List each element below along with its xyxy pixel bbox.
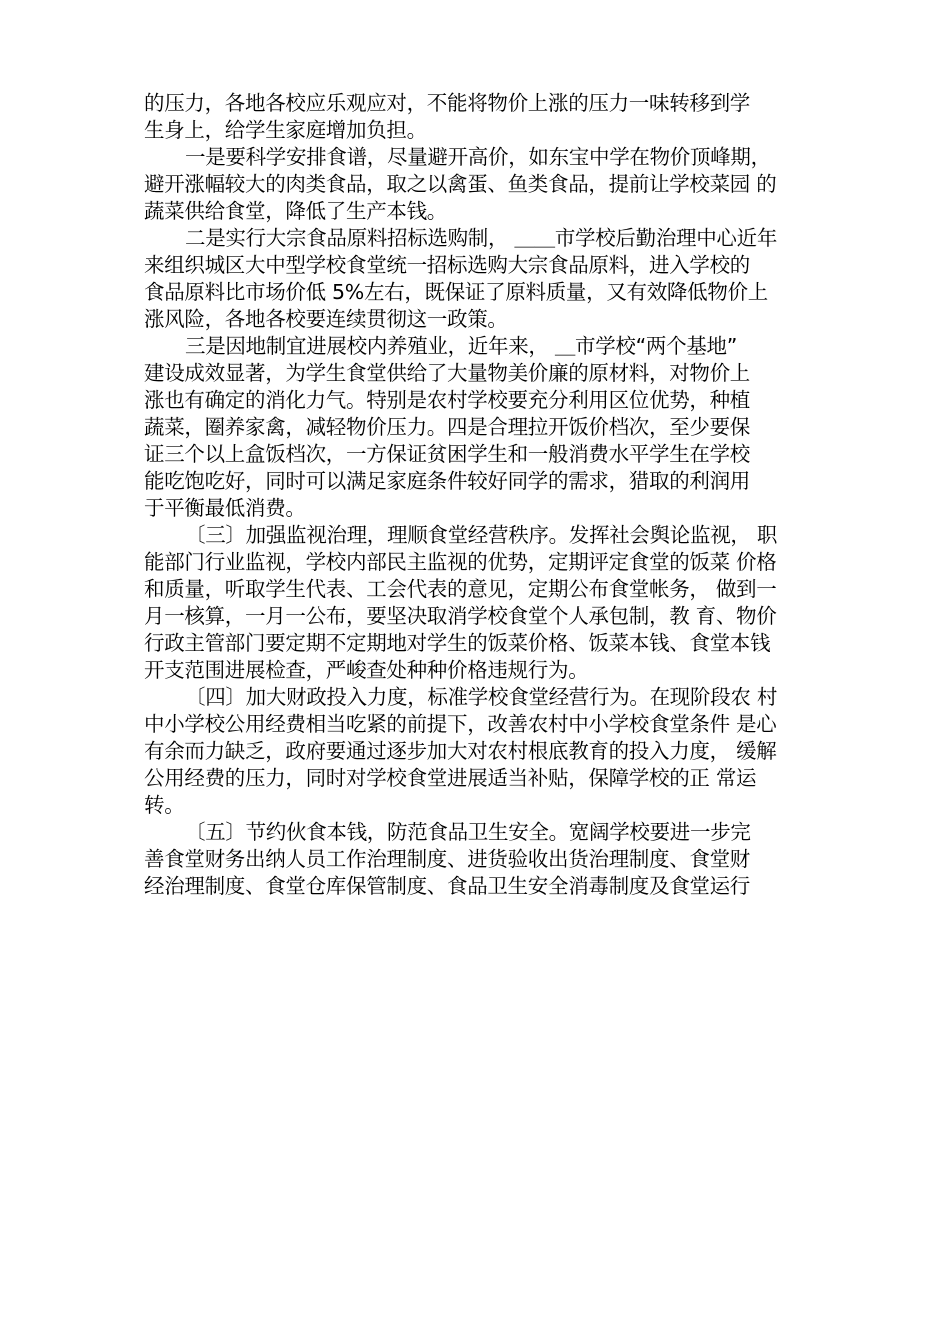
text-line: 月一核算，一月一公布，要坚决取消学校食堂个人承包制，教 育、物价	[144, 604, 777, 628]
text-line: 涨也有确定的消化力气。特别是农村学校要充分利用区位优势，种植	[144, 388, 750, 412]
text-line: 〔四〕加大财政投入力度，标准学校食堂经营行为。在现阶段农 村	[185, 685, 778, 709]
text-line: 食品原料比市场价低 5%左右，既保证了原料质量，又有效降低物价上	[144, 280, 768, 304]
text-line: 转。	[144, 793, 185, 817]
text-line: 开支范围进展检查，严峻查处种种价格违规行为。	[144, 658, 589, 682]
text-line: 〔三〕加强监视治理，理顺食堂经营秩序。发挥社会舆论监视， 职	[185, 523, 778, 547]
text-line: 能吃饱吃好，同时可以满足家庭条件较好同学的需求，猎取的利润用	[144, 469, 750, 493]
text-line: 生身上，给学生家庭增加负担。	[144, 118, 427, 142]
text-line: 善食堂财务出纳人员工作治理制度、进货验收出货治理制度、食堂财	[144, 847, 750, 871]
text-line: 有余而力缺乏，政府要通过逐步加大对农村根底教育的投入力度， 缓解	[144, 739, 777, 763]
text-line: 避开涨幅较大的肉类食品，取之以禽蛋、鱼类食品，提前让学校菜园 的	[144, 172, 777, 196]
text-line: 蔬菜，圈养家禽，减轻物价压力。四是合理拉开饭价档次，至少要保	[144, 415, 750, 439]
text-line: 一是要科学安排食谱，尽量避开高价，如东宝中学在物价顶峰期，	[185, 145, 771, 169]
text-line: 蔬菜供给食堂，降低了生产本钱。	[144, 199, 447, 223]
document-body	[144, 90, 816, 900]
text-line: 能部门行业监视，学校内部民主监视的优势，定期评定食堂的饭菜 价格	[144, 550, 777, 574]
text-line: 证三个以上盒饭档次，一方保证贫困学生和一般消费水平学生在学校	[144, 442, 750, 466]
text-line: 建设成效显著，为学生食堂供给了大量物美价廉的原材料，对物价上	[144, 361, 750, 385]
text-line: 经治理制度、食堂仓库保管制度、食品卫生安全消毒制度及食堂运行	[144, 874, 750, 898]
text-line: 涨风险，各地各校要连续贯彻这一政策。	[144, 307, 508, 331]
text-line: 三是因地制宜进展校内养殖业，近年来， ＿市学校“两个基地”	[185, 334, 738, 358]
text-line: 于平衡最低消费。	[144, 496, 306, 520]
text-line: 来组织城区大中型学校食堂统一招标选购大宗食品原料，进入学校的	[144, 253, 750, 277]
text-line: 〔五〕节约伙食本钱，防范食品卫生安全。宽阔学校要进一步完	[185, 820, 751, 844]
text-line: 和质量，听取学生代表、工会代表的意见，定期公布食堂帐务， 做到一	[144, 577, 777, 601]
text-line: 的压力，各地各校应乐观应对，不能将物价上涨的压力一味转移到学	[144, 91, 750, 115]
text-line: 行政主管部门要定期不定期地对学生的饭菜价格、饭菜本钱、食堂本钱	[144, 631, 771, 655]
text-line: 二是实行大宗食品原料招标选购制， ＿＿市学校后勤治理中心近年	[185, 226, 778, 250]
text-line: 公用经费的压力，同时对学校食堂进展适当补贴，保障学校的正 常运	[144, 766, 757, 790]
text-line: 中小学校公用经费相当吃紧的前提下，改善农村中小学校食堂条件 是心	[144, 712, 777, 736]
